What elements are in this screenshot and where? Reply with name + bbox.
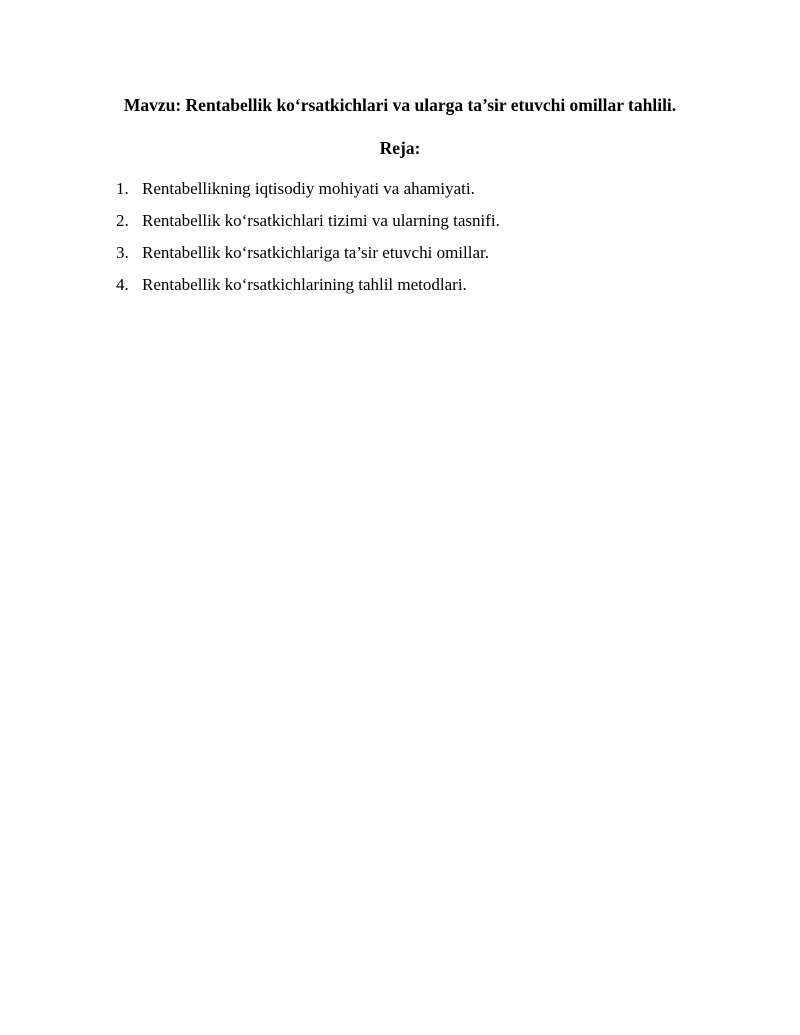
plan-item-number: 4. bbox=[116, 275, 129, 294]
plan-item-text: Rentabellik ko‘rsatkichlarining tahlil metodlari. bbox=[142, 275, 467, 294]
plan-item-number: 3. bbox=[116, 243, 129, 262]
plan-item-text: Rentabellik ko‘rsatkichlariga ta’sir etuvchi omillar. bbox=[142, 243, 489, 262]
plan-item-text: Rentabellik ko‘rsatkichlari tizimi va ularning tasnifi. bbox=[142, 211, 500, 230]
plan-item-text: Rentabellikning iqtisodiy mohiyati va ahamiyati. bbox=[142, 179, 475, 198]
plan-item-number: 1. bbox=[116, 179, 129, 198]
plan-item bbox=[116, 178, 500, 210]
plan-list bbox=[116, 178, 500, 306]
plan-item-number: 2. bbox=[116, 211, 129, 230]
plan-item bbox=[116, 274, 500, 306]
document-title: Mavzu: Rentabellik ko‘rsatkichlari va ularga ta’sir etuvchi omillar tahlili. bbox=[123, 95, 677, 115]
plan-heading: Reja: bbox=[379, 138, 421, 158]
plan-item bbox=[116, 242, 500, 274]
plan-item bbox=[116, 210, 500, 242]
